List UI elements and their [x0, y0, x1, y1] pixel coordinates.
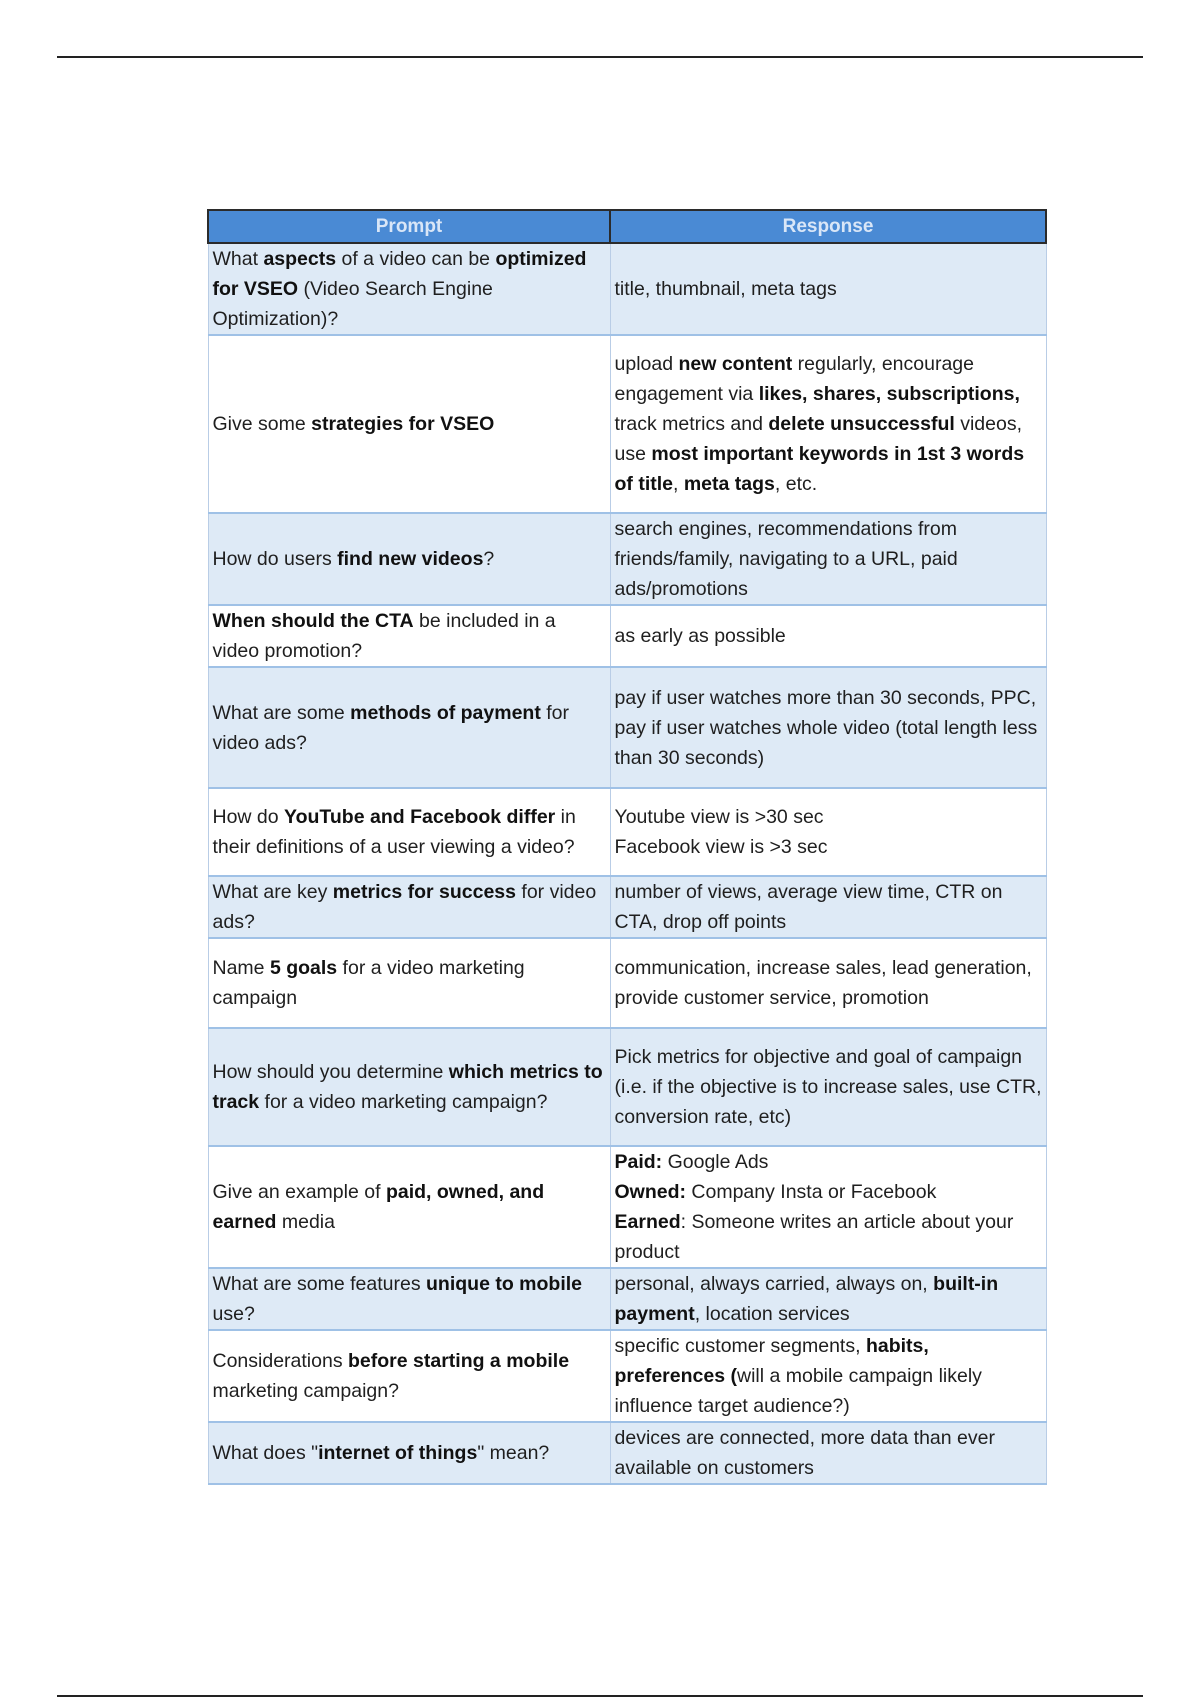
prompt-text: How do — [212, 806, 285, 828]
response-text: Owned: — [614, 1181, 686, 1203]
prompt-text: methods of payment — [350, 701, 541, 724]
response-text: Google Ads — [662, 1151, 769, 1173]
prompt-text: Give some — [212, 413, 312, 435]
prompt-text: media — [276, 1211, 335, 1233]
prompt-cell — [208, 605, 610, 667]
response-line — [615, 1423, 1042, 1483]
table-row — [208, 1146, 1046, 1268]
prompt-text: use? — [212, 1303, 255, 1325]
prompt-cell — [208, 1146, 610, 1268]
response-line — [615, 349, 1042, 499]
response-cell — [610, 938, 1046, 1028]
response-text: Company Insta or Facebook — [686, 1181, 937, 1203]
prompt-text: How do users — [212, 548, 338, 570]
prompt-text: marketing campaign? — [212, 1380, 399, 1402]
prompt-cell — [208, 1028, 610, 1146]
table-body — [208, 243, 1046, 1484]
header-row — [208, 210, 1046, 243]
response-text: search engines, recommendations from friends/family, navigating to a URL, paid ads/promotions — [614, 518, 958, 600]
prompt-text: metrics for success — [332, 881, 516, 903]
prompt-text: Name — [212, 957, 270, 979]
response-text: specific customer segments, — [614, 1335, 866, 1357]
response-line — [615, 1147, 1042, 1177]
response-text: : Someone writes an article about your product — [614, 1211, 1014, 1263]
prompt-text: find new videos — [337, 548, 484, 570]
table-row — [208, 243, 1046, 335]
table-header — [208, 210, 1046, 243]
prompt-cell — [208, 788, 610, 876]
header-response: Response — [610, 210, 1046, 243]
prompt-text: What does " — [212, 1442, 319, 1464]
response-text: Paid: — [614, 1151, 663, 1173]
table-row — [208, 1330, 1046, 1422]
prompt-text: unique to mobile — [426, 1273, 583, 1295]
prompt-text: How should you determine — [212, 1061, 449, 1083]
prompt-text: When should the CTA — [212, 610, 414, 632]
prompt-text: internet of things — [318, 1442, 478, 1464]
footer-rule — [57, 1695, 1143, 1697]
response-line — [615, 832, 1042, 862]
response-line — [615, 802, 1042, 832]
response-cell — [610, 513, 1046, 605]
response-text: , — [673, 473, 684, 495]
prompt-text: for a video marketing campaign? — [259, 1091, 548, 1113]
response-text: videos, use — [614, 413, 1022, 465]
prompt-text: for a video marketing campaign — [212, 957, 525, 1009]
prompt-text: in their definitions of a user viewing a video? — [212, 806, 576, 858]
response-text: likes, shares, subscriptions, — [758, 383, 1020, 405]
response-text: most important keywords in 1st 3 words of title — [614, 443, 1025, 495]
response-line — [615, 1177, 1042, 1207]
prompt-cell — [208, 876, 610, 938]
prompt-cell — [208, 243, 610, 335]
response-cell — [610, 1146, 1046, 1268]
prompt-cell — [208, 1268, 610, 1330]
response-text: will a mobile campaign likely influence target audience?) — [614, 1365, 982, 1417]
response-text: delete unsuccessful — [768, 413, 955, 435]
prompt-text: What are some features — [212, 1273, 427, 1295]
prompt-text: " mean? — [477, 1442, 550, 1464]
response-cell — [610, 243, 1046, 335]
prompt-text: aspects — [263, 248, 337, 270]
prompt-cell — [208, 513, 610, 605]
prompt-text: strategies for VSEO — [311, 413, 495, 435]
response-cell — [610, 605, 1046, 667]
table-row — [208, 335, 1046, 513]
prompt-text: for video ads? — [212, 881, 597, 933]
response-text: , etc. — [774, 473, 818, 495]
prompt-text: for video ads? — [212, 701, 570, 754]
prompt-text: Give an example of — [212, 1181, 386, 1203]
response-line — [615, 1042, 1042, 1132]
table-row — [208, 788, 1046, 876]
prompt-text: What are some — [212, 701, 351, 724]
response-text: Earned — [614, 1211, 681, 1233]
prompt-cell — [208, 938, 610, 1028]
response-cell — [610, 876, 1046, 938]
prompt-text: ? — [483, 548, 495, 570]
prompt-text: of a video can be — [336, 248, 496, 270]
response-line — [615, 877, 1042, 937]
response-text: new content — [678, 353, 793, 375]
response-line — [615, 514, 1042, 604]
response-text: meta tags — [683, 473, 775, 495]
prompt-text: (Video Search Engine Optimization)? — [212, 278, 493, 330]
response-text: upload — [614, 353, 679, 375]
response-line — [615, 683, 1042, 773]
response-text: communication, increase sales, lead generation, provide customer service, promotion — [614, 957, 1032, 1009]
response-text: personal, always carried, always on, — [614, 1273, 934, 1295]
response-text: title, thumbnail, meta tags — [614, 278, 837, 300]
response-cell — [610, 788, 1046, 876]
response-text: number of views, average view time, CTR on CTA, drop off points — [614, 881, 1003, 933]
table-row — [208, 1268, 1046, 1330]
response-text: Pick metrics for objective and goal of campaign (i.e. if the objective is to increase sales, use CTR, conversion rate, etc) — [614, 1046, 1042, 1128]
table-row — [208, 667, 1046, 788]
table-row — [208, 876, 1046, 938]
response-text: as early as possible — [614, 625, 786, 647]
prompt-text: YouTube and Facebook differ — [284, 806, 556, 828]
response-line — [615, 1207, 1042, 1267]
response-text: built-in payment — [614, 1273, 999, 1325]
response-text: devices are connected, more data than ever available on customers — [614, 1427, 995, 1479]
response-cell — [610, 1422, 1046, 1484]
prompt-cell — [208, 667, 610, 788]
response-cell — [610, 1028, 1046, 1146]
response-line — [615, 1269, 1042, 1329]
prompt-response-table — [207, 209, 1047, 1485]
response-text: regularly, encourage engagement via — [614, 353, 974, 405]
response-line — [615, 953, 1042, 1013]
response-text: track metrics and — [614, 413, 769, 435]
table-row — [208, 513, 1046, 605]
table-row — [208, 1422, 1046, 1484]
response-text: , location services — [694, 1303, 850, 1325]
prompt-text: optimized for VSEO — [212, 248, 587, 300]
prompt-cell — [208, 335, 610, 513]
prompt-text: Considerations — [212, 1350, 348, 1372]
response-cell — [610, 1330, 1046, 1422]
prompt-cell — [208, 1422, 610, 1484]
response-cell — [610, 1268, 1046, 1330]
response-line — [615, 1331, 1042, 1421]
response-cell — [610, 335, 1046, 513]
response-text: habits, preferences ( — [614, 1335, 929, 1387]
table-row — [208, 605, 1046, 667]
header-prompt: Prompt — [208, 210, 610, 243]
response-text: pay if user watches more than 30 seconds, PPC, pay if user watches whole video (total length less than 30 seconds) — [614, 686, 1038, 769]
response-cell — [610, 667, 1046, 788]
response-text: Youtube view is >30 sec — [614, 806, 824, 828]
header-rule — [57, 56, 1143, 58]
prompt-text: be included in a video promotion? — [212, 610, 556, 662]
prompt-text: 5 goals — [269, 957, 338, 979]
prompt-text: before starting a mobile — [348, 1350, 570, 1372]
prompt-text: which metrics to track — [212, 1061, 603, 1113]
response-text: Facebook view is >3 sec — [614, 836, 828, 858]
prompt-cell — [208, 1330, 610, 1422]
prompt-text: paid, owned, and earned — [212, 1181, 545, 1233]
table-row — [208, 938, 1046, 1028]
response-line — [615, 621, 1042, 651]
response-line — [615, 274, 1042, 304]
table-row — [208, 1028, 1046, 1146]
prompt-text: What are key — [212, 881, 333, 903]
prompt-text: What — [212, 248, 264, 270]
